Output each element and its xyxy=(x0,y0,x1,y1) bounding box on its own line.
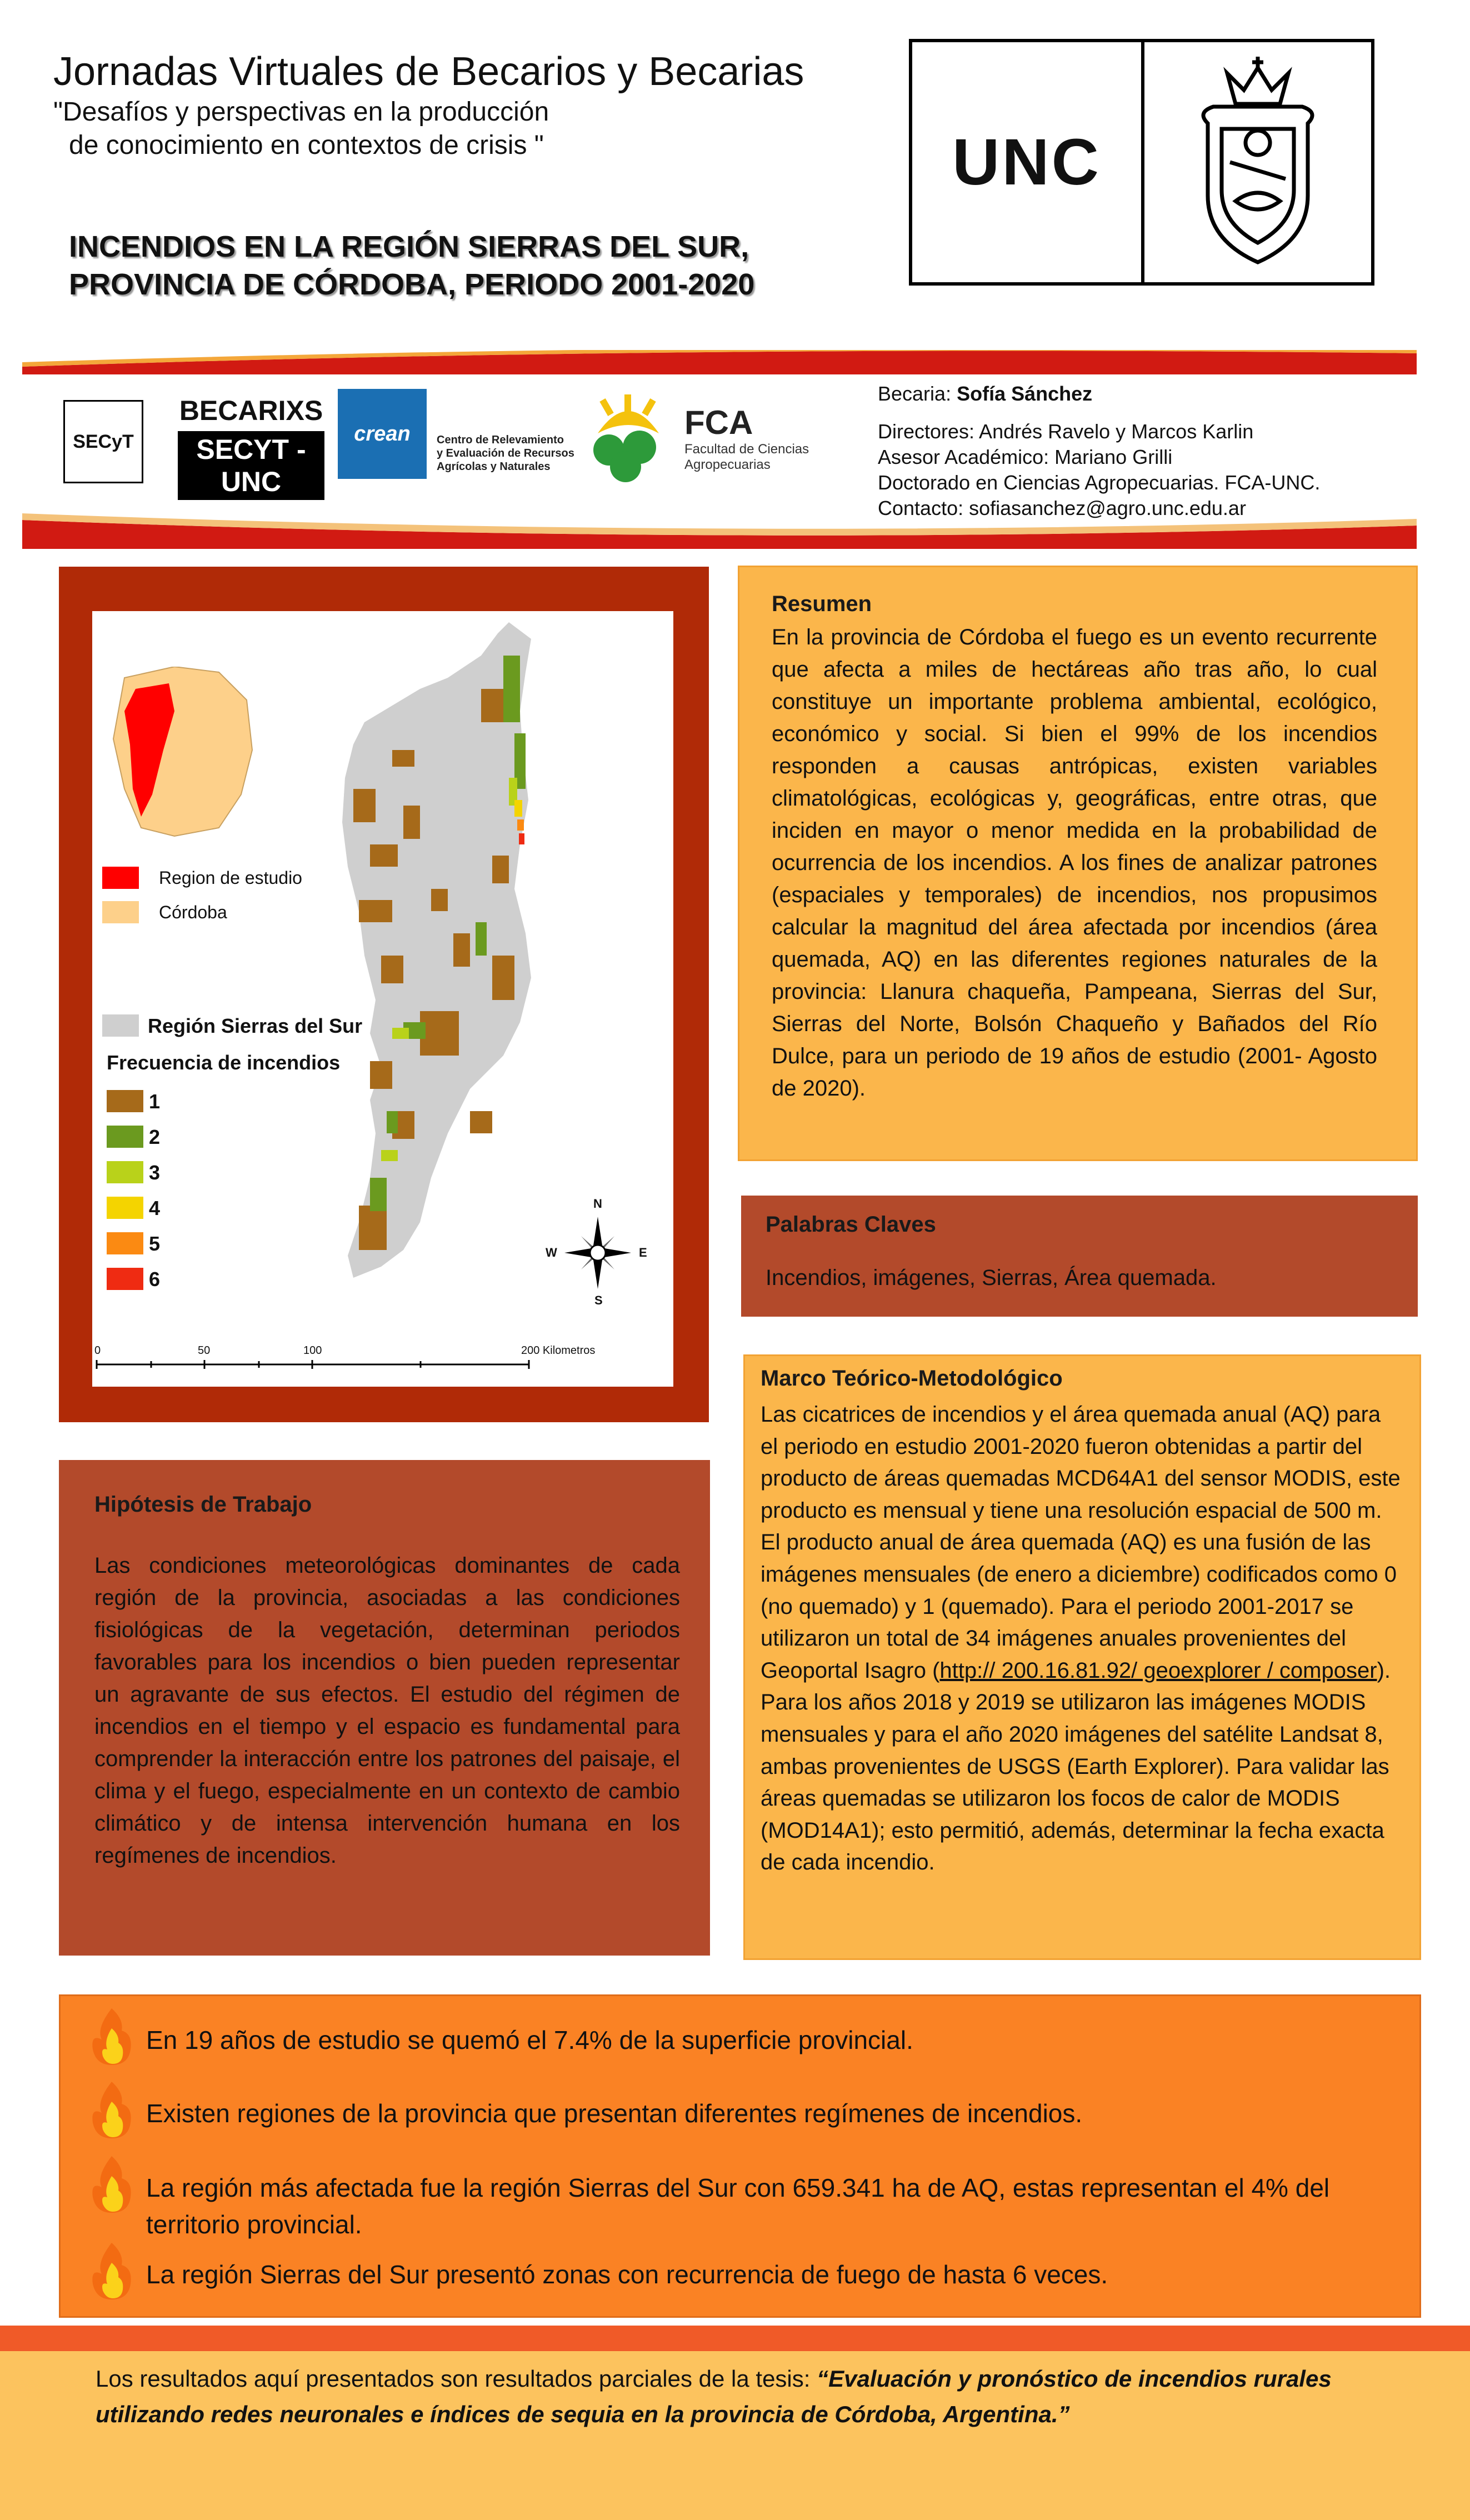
legend-swatch-freq-6 xyxy=(107,1268,143,1290)
methodology-text xyxy=(761,1399,1403,1879)
scale-bar xyxy=(96,1359,540,1376)
fca-mark-icon xyxy=(587,394,670,483)
compass-rose-icon xyxy=(546,1197,648,1307)
keywords-section xyxy=(741,1196,1418,1317)
scale-tick-100: 100 xyxy=(303,1344,322,1357)
doctorado-line: Doctorado en Ciencias Agropecuarias. FCA-UNC. xyxy=(878,471,1321,494)
crean-logo: crean xyxy=(338,389,427,479)
resumen-section xyxy=(738,566,1418,1161)
legend-swatch-freq-5 xyxy=(107,1232,143,1254)
fca-logo xyxy=(684,403,809,473)
scale-tick-200: 200 Kilometros xyxy=(521,1344,596,1357)
legend-label-freq-1: 1 xyxy=(149,1090,161,1113)
flame-icon xyxy=(85,2154,138,2215)
crean-caption-line-2: y Evaluación de Recursos xyxy=(437,447,574,459)
methodology-title: Marco Teórico-Metodológico xyxy=(761,1366,1063,1391)
becaria-label: Becaria: xyxy=(878,382,952,405)
hypothesis-text: Las condiciones meteorológicas dominantes de cada región de la provincia, asociadas a las condiciones fisiológicas de la vegetación, determinan periodos favorables para los incendios o bien pueden representar un agravante de sus efectos. El estudio del régimen de incendios en el tiempo y el espacio es fundamental para comprender la interacción entre los patrones del paisaje, el clima y el fuego, especialmente en un contexto de cambio climático y de intensa intervención humana en los regímenes de incendios. xyxy=(94,1553,680,1868)
result-text-2: Existen regiones de la provincia que presentan diferentes regímenes de incendios. xyxy=(146,2099,1083,2128)
becarixs-logo-top: BECARIXS xyxy=(179,395,323,426)
resumen-text: En la provincia de Córdoba el fuego es un evento recurrente que afecta a miles de hectáreas año tras año, lo cual constituye un importante problema ambiental, ecológico, económico y social. Si bien el 99% de los incendios responden a causas antrópicas, existen variables climatológicas, ecológicas y, geográficas, entre otras, que inciden en mayor o menor medida en la probabilidad de ocurrencia de los incendios. A los fines de analizar patrones (espaciales y temporales) de incendios, nos propusimos calcular la magnitud del área afectada por incendios (área quemada, AQ) en las diferentes regiones naturales de la provincia: Llanura chaqueña, Pampeana, Sierras del Sur, Sierras del Norte, Bolsón Chaqueño y Bañados del Río Dulce, para un periodo de 19 años de estudio (2001- Agosto de 2020). xyxy=(772,625,1377,1101)
asesor-line: Asesor Académico: Mariano Grilli xyxy=(878,446,1173,468)
result-text-1: En 19 años de estudio se quemó el 7.4% de la superficie provincial. xyxy=(146,2026,913,2054)
compass-south: S xyxy=(594,1293,603,1307)
legend-label-freq-4: 4 xyxy=(149,1197,161,1219)
inset-legend-swatch-cordoba xyxy=(102,901,139,923)
flame-icon xyxy=(85,2241,138,2302)
compass-east: E xyxy=(639,1246,647,1259)
unc-logo-text: UNC xyxy=(952,126,1101,199)
crean-caption-line-3: Agrícolas y Naturales xyxy=(437,461,551,473)
methodology-section xyxy=(743,1354,1421,1960)
result-text-3: La región más afectada fue la región Sierras del Sur con 659.341 ha de AQ, estas representan el 4% del territorio provincial. xyxy=(146,2173,1330,2239)
becarixs-logo-bottom: SECYT -UNC xyxy=(178,431,324,500)
thesis-title: “Evaluación y pronóstico de incendios rurales utilizando redes neuronales e índices de sequia en la provincia de Córdoba, Argentina.” xyxy=(96,2366,1332,2427)
fca-caption-line-1: Facultad de Ciencias xyxy=(684,442,809,457)
flame-icon xyxy=(85,2079,138,2141)
methodology-text-part-1: Las cicatrices de incendios y el área quemada anual (AQ) para el periodo en estudio 2001-2020 fueron obtenidas a partir del producto de áreas quemadas MCD64A1 del sensor MODIS, este producto es mensual y tiene una resolución espacial de 500 m. El producto anual de área quemada (AQ) es una fusión de las imágenes mensuales (de enero a diciembre) codificados como 0 (no quemado) y 1 (quemado). Para el periodo 2001-2017 se utilizaron un total de 34 imágenes anuales provenientes del Geoportal Isagro ( xyxy=(761,1402,1401,1683)
poster-title xyxy=(69,228,754,303)
legend-label-freq-5: 5 xyxy=(149,1232,161,1255)
hypothesis-title: Hipótesis de Trabajo xyxy=(94,1492,312,1517)
subtitle-line-2: de conocimiento en contextos de crisis " xyxy=(69,131,544,160)
cordoba-inset-map xyxy=(108,667,258,839)
sponsor-logos xyxy=(53,383,831,497)
legend-label-region: Región Sierras del Sur xyxy=(148,1014,363,1037)
inset-legend-label-cordoba: Córdoba xyxy=(159,902,227,922)
legend-label-freq-3: 3 xyxy=(149,1161,161,1184)
unc-seal-icon xyxy=(1144,42,1371,282)
fire-frequency-map xyxy=(92,611,673,1387)
contact-line: Contacto: sofiasanchez@agro.unc.edu.ar xyxy=(878,497,1246,519)
geoportal-link[interactable]: http:// 200.16.81.92/ geoexplorer / composer xyxy=(939,1658,1377,1683)
event-title: Jornadas Virtuales de Becarios y Becarias xyxy=(53,49,804,94)
unc-logo-box xyxy=(909,39,1374,286)
author-credits xyxy=(878,381,1320,521)
fca-logo-text: FCA xyxy=(684,404,753,441)
fca-logo-caption xyxy=(684,442,809,473)
sierras-del-sur-region-map xyxy=(337,622,614,1300)
compass-north: N xyxy=(593,1197,602,1211)
methodology-text-part-2: ). Para los años 2018 y 2019 se utilizaron las imágenes MODIS mensuales y para el año 2020 imágenes del satélite Landsat 8, ambas provenientes de USGS (Earth Explorer). Para validar las áreas quemadas se utilizaron los focos de calor de MODIS (MOD14A1); esto permitió, además, determinar la fecha exacta de cada incendio. xyxy=(761,1658,1391,1875)
crean-caption-line-1: Centro de Relevamiento xyxy=(437,434,564,446)
resumen-title: Resumen xyxy=(772,592,872,616)
flame-icon xyxy=(85,2006,138,2067)
legend-title-frequency: Frecuencia de incendios xyxy=(107,1051,341,1074)
poster-title-line-2: PROVINCIA DE CÓRDOBA, PERIODO 2001-2020 xyxy=(69,268,755,301)
keywords-text: Incendios, imágenes, Sierras, Área quemada. xyxy=(766,1266,1217,1290)
crean-logo-caption xyxy=(437,433,574,473)
legend-swatch-freq-2 xyxy=(107,1126,143,1148)
legend-swatch-freq-3 xyxy=(107,1161,143,1183)
legend-swatch-region xyxy=(102,1014,139,1037)
keywords-title: Palabras Claves xyxy=(766,1212,936,1237)
legend-label-freq-6: 6 xyxy=(149,1268,161,1291)
map-panel xyxy=(59,567,709,1422)
inset-legend-label-study-region: Region de estudio xyxy=(159,868,302,888)
event-subtitle xyxy=(53,96,549,162)
becaria-row xyxy=(878,381,1320,407)
becaria-name: Sofía Sánchez xyxy=(957,382,1093,405)
hypothesis-section xyxy=(59,1460,710,1956)
footer-divider xyxy=(0,2326,1470,2351)
legend-swatch-freq-1 xyxy=(107,1090,143,1112)
thesis-note xyxy=(96,2361,1418,2432)
inset-legend-swatch-study-region xyxy=(102,867,139,889)
scale-tick-0: 0 xyxy=(94,1344,101,1357)
fca-caption-line-2: Agropecuarias xyxy=(684,457,771,472)
scale-tick-50: 50 xyxy=(198,1344,211,1357)
legend-label-freq-2: 2 xyxy=(149,1126,161,1148)
thesis-note-plain: Los resultados aquí presentados son resultados parciales de la tesis: xyxy=(96,2366,817,2392)
directores-line: Directores: Andrés Ravelo y Marcos Karlin xyxy=(878,420,1254,443)
compass-west: W xyxy=(546,1246,557,1259)
subtitle-line-1: "Desafíos y perspectivas en la producción xyxy=(53,97,549,127)
becarixs-logo xyxy=(178,394,324,500)
footer-band xyxy=(0,2351,1470,2520)
result-text-4: La región Sierras del Sur presentó zonas con recurrencia de fuego de hasta 6 veces. xyxy=(146,2260,1108,2289)
results-section xyxy=(59,1994,1421,2318)
decorative-stripe-top xyxy=(22,350,1417,374)
secyt-logo: SECyT xyxy=(63,400,143,483)
legend-swatch-freq-4 xyxy=(107,1197,143,1219)
poster-title-line-1: INCENDIOS EN LA REGIÓN SIERRAS DEL SUR, xyxy=(69,230,749,263)
